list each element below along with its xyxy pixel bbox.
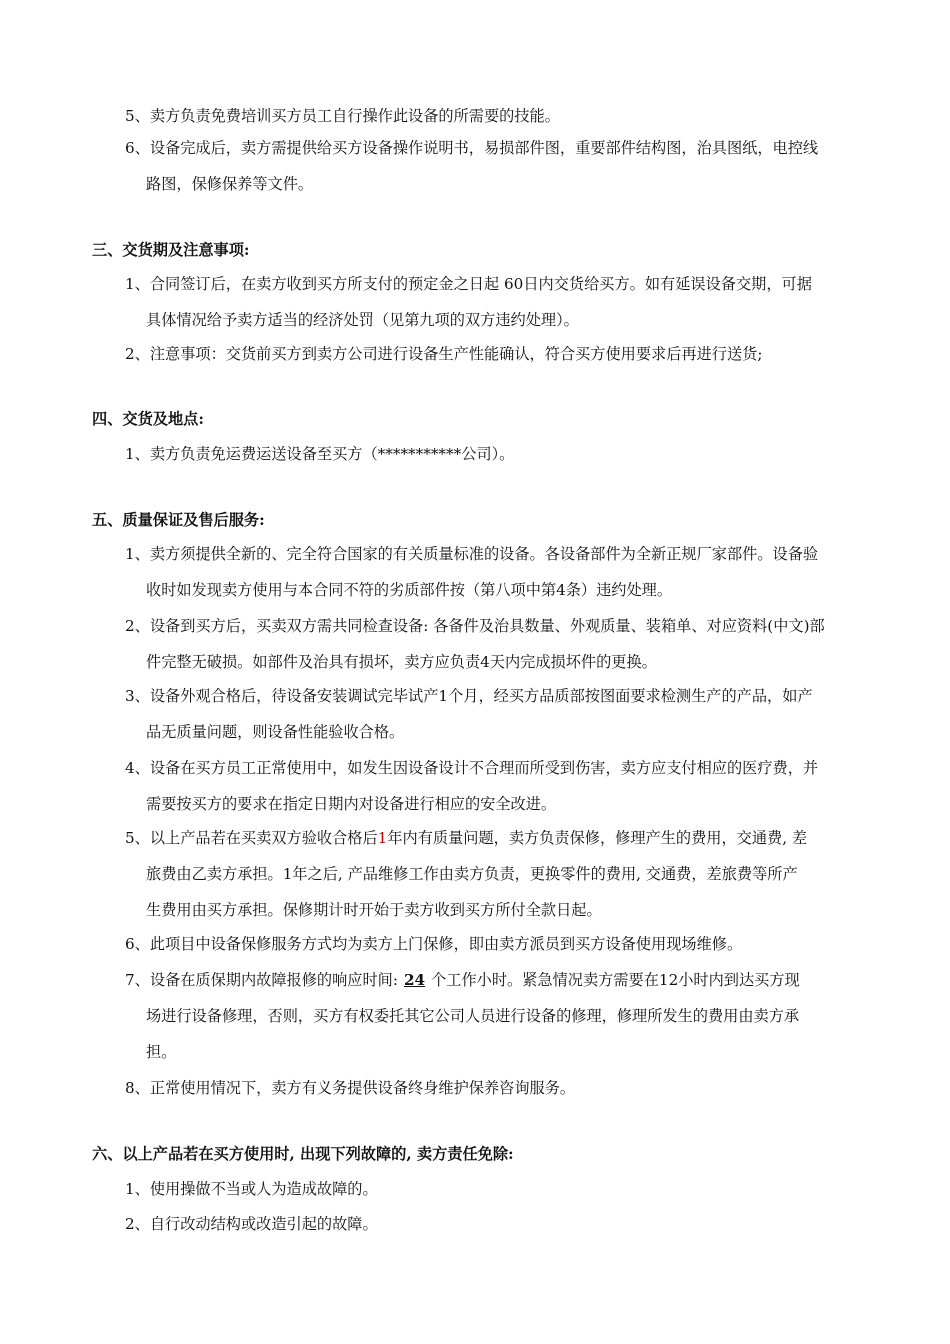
clause-line-continued: 旅费由乙卖方承担。1年之后, 产品维修工作由卖方负责，更换零件的费用, 交通费，差旅费等所产 xyxy=(146,865,798,883)
clause-line: 2、设备到买方后，买卖双方需共同检查设备: 各备件及治具数量、外观质量、装箱单、对应资料(中文)部 xyxy=(125,617,825,635)
clause-line: 1、卖方须提供全新的、完全符合国家的有关质量标准的设备。各设备部件为全新正规厂家部件。设备验 xyxy=(125,545,819,563)
clause-line-continued: 收时如发现卖方使用与本合同不符的劣质部件按（第八项中第4条）违约处理。 xyxy=(146,581,673,599)
clause-paragraph xyxy=(125,750,863,822)
clause-text: 5、以上产品若在买卖双方验收合格后 xyxy=(125,829,378,847)
section-heading: 三、交货期及注意事项: xyxy=(92,241,250,259)
clause-paragraph xyxy=(125,678,863,750)
clause-line-continued: 具体情况给予卖方适当的经济处罚（见第九项的双方违约处理）。 xyxy=(146,311,579,329)
clause-line-continued: 需要按买方的要求在指定日期内对设备进行相应的安全改进。 xyxy=(146,795,557,813)
clause-line-continued: 场进行设备修理，否则，买方有权委托其它公司人员进行设备的修理，修理所发生的费用由卖方承 xyxy=(146,1007,800,1025)
clause-paragraph xyxy=(125,130,863,202)
clause-paragraph xyxy=(125,536,863,608)
section-heading: 六、以上产品若在买方使用时, 出现下列故障的, 卖方责任免除: xyxy=(92,1145,514,1163)
clause-line xyxy=(125,829,807,847)
clause-line xyxy=(125,971,800,989)
clause-paragraph xyxy=(125,926,863,962)
clause-paragraph xyxy=(125,336,863,372)
clause-paragraph xyxy=(125,820,863,928)
clause-line: 1、卖方负责免运费运送设备至买方（***********公司）。 xyxy=(125,445,515,463)
clause-line: 1、使用操做不当或人为造成故障的。 xyxy=(125,1180,378,1198)
clause-line: 1、合同签订后，在卖方收到买方所支付的预定金之日起 60日内交货给买方。如有延误设备交期，可据 xyxy=(125,275,812,293)
clause-line: 6、设备完成后，卖方需提供给买方设备操作说明书，易损部件图，重要部件结构图，治具图纸，电控线 xyxy=(125,139,819,157)
clause-paragraph xyxy=(125,1070,863,1106)
clause-line: 2、自行改动结构或改造引起的故障。 xyxy=(125,1215,378,1233)
clause-paragraph xyxy=(125,608,863,680)
clause-line-continued: 路图，保修保养等文件。 xyxy=(146,175,314,193)
highlighted-number: 1 xyxy=(377,829,388,847)
section-heading: 五、质量保证及售后服务: xyxy=(92,511,265,529)
clause-line: 2、注意事项：交货前买方到卖方公司进行设备生产性能确认，符合买方使用要求后再进行送货; xyxy=(125,345,763,363)
clause-paragraph xyxy=(125,962,863,1070)
clause-paragraph xyxy=(125,1206,863,1242)
clause-line-continued: 担。 xyxy=(146,1043,177,1061)
clause-line: 6、此项目中设备保修服务方式均为卖方上门保修，即由卖方派员到买方设备使用现场维修。 xyxy=(125,935,743,953)
section-heading: 四、交货及地点: xyxy=(92,410,204,428)
clause-line-continued: 件完整无破损。如部件及治具有损坏，卖方应负责4天内完成损坏件的更换。 xyxy=(146,653,657,671)
clause-text: 7、设备在质保期内故障报修的响应时间: xyxy=(125,971,398,989)
clause-line-continued: 生费用由买方承担。保修期计时开始于卖方收到买方所付全款日起。 xyxy=(146,901,602,919)
clause-text: 个工作小时。紧急情况卖方需要在12小时内到达买方现 xyxy=(431,971,800,989)
clause-paragraph xyxy=(125,266,863,338)
clause-line: 4、设备在买方员工正常使用中，如发生因设备设计不合理而所受到伤害，卖方应支付相应的医疗费，并 xyxy=(125,759,819,777)
clause-line: 8、正常使用情况下，卖方有义务提供设备终身维护保养咨询服务。 xyxy=(125,1079,576,1097)
clause-paragraph xyxy=(125,436,863,472)
clause-text: 年内有质量问题，卖方负责保修，修理产生的费用，交通费, 差 xyxy=(387,829,808,847)
clause-line: 5、卖方负责免费培训买方员工自行操作此设备的所需要的技能。 xyxy=(125,107,560,125)
clause-line: 3、设备外观合格后，待设备安装调试完毕试产1个月，经买方品质部按图面要求检测生产的产品，如产 xyxy=(125,687,813,705)
clause-line-continued: 品无质量问题，则设备性能验收合格。 xyxy=(146,723,405,741)
clause-paragraph xyxy=(125,1171,863,1207)
fill-in-blank-value: 24 xyxy=(403,971,426,989)
clause-paragraph xyxy=(125,98,863,134)
